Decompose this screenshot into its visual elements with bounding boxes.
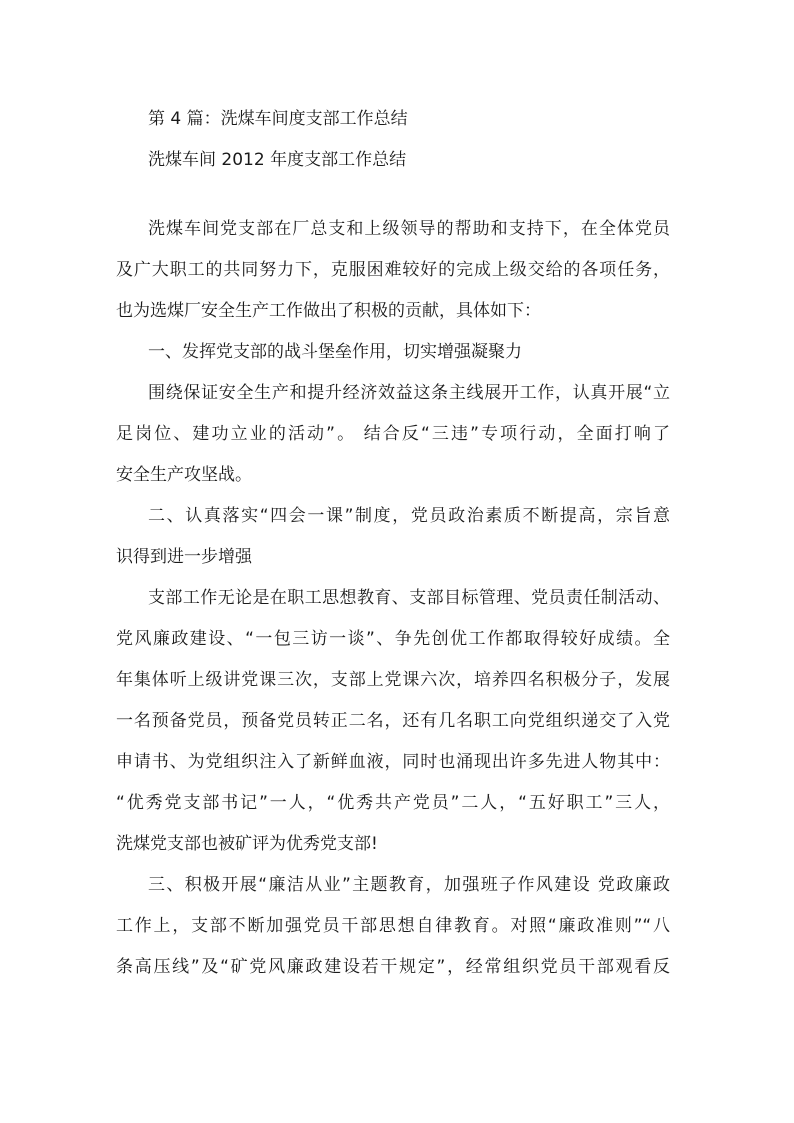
text-line: 洗煤党支部也被矿评为优秀党支部!: [116, 834, 378, 854]
text-line: 年集体听上级讲党课三次，支部上党课六次，培养四名积极分子，发展: [116, 670, 670, 690]
document-title: 第 4 篇：洗煤车间度支部工作总结: [148, 109, 408, 129]
text-line: 洗煤车间党支部在厂总支和上级领导的帮助和支持下，在全体党员: [148, 219, 670, 239]
text-line: 条高压线”及“矿党风廉政建设若干规定”，经常组织党员干部观看反: [116, 957, 670, 977]
text-line: 围绕保证安全生产和提升经济效益这条主线展开工作，认真开展“立: [148, 383, 670, 403]
document-subtitle: 洗煤车间 2012 年度支部工作总结: [148, 150, 407, 170]
section-heading: 一、发挥党支部的战斗堡垒作用，切实增强凝聚力: [148, 342, 522, 362]
text-line: 足岗位、建功立业的活动”。 结合反“三违”专项行动，全面打响了: [116, 424, 670, 444]
text-line: 党风廉政建设、“一包三访一谈”、争先创优工作都取得较好成绩。全: [116, 629, 670, 649]
section-heading: 二、认真落实“四会一课”制度，党员政治素质不断提高，宗旨意: [148, 506, 670, 526]
text-line: 及广大职工的共同努力下，克服困难较好的完成上级交给的各项任务，: [116, 260, 670, 280]
text-line: 安全生产攻坚战。: [116, 465, 252, 485]
text-line: 支部工作无论是在职工思想教育、支部目标管理、党员责任制活动、: [148, 588, 670, 608]
text-line: 工作上，支部不断加强党员干部思想自律教育。对照“廉政准则”“八: [116, 916, 670, 936]
text-line: 申请书、为党组织注入了新鲜血液，同时也涌现出许多先进人物其中：: [116, 752, 670, 772]
section-heading: 识得到进一步增强: [116, 547, 252, 567]
text-line: 一名预备党员，预备党员转正二名，还有几名职工向党组织递交了入党: [116, 711, 670, 731]
text-line: “优秀党支部书记”一人，“优秀共产党员”二人，“五好职工”三人，: [116, 793, 670, 813]
section-heading: 三、积极开展“廉洁从业”主题教育，加强班子作风建设 党政廉政: [148, 875, 670, 895]
text-line: 也为选煤厂安全生产工作做出了积极的贡献，具体如下：: [116, 301, 541, 321]
